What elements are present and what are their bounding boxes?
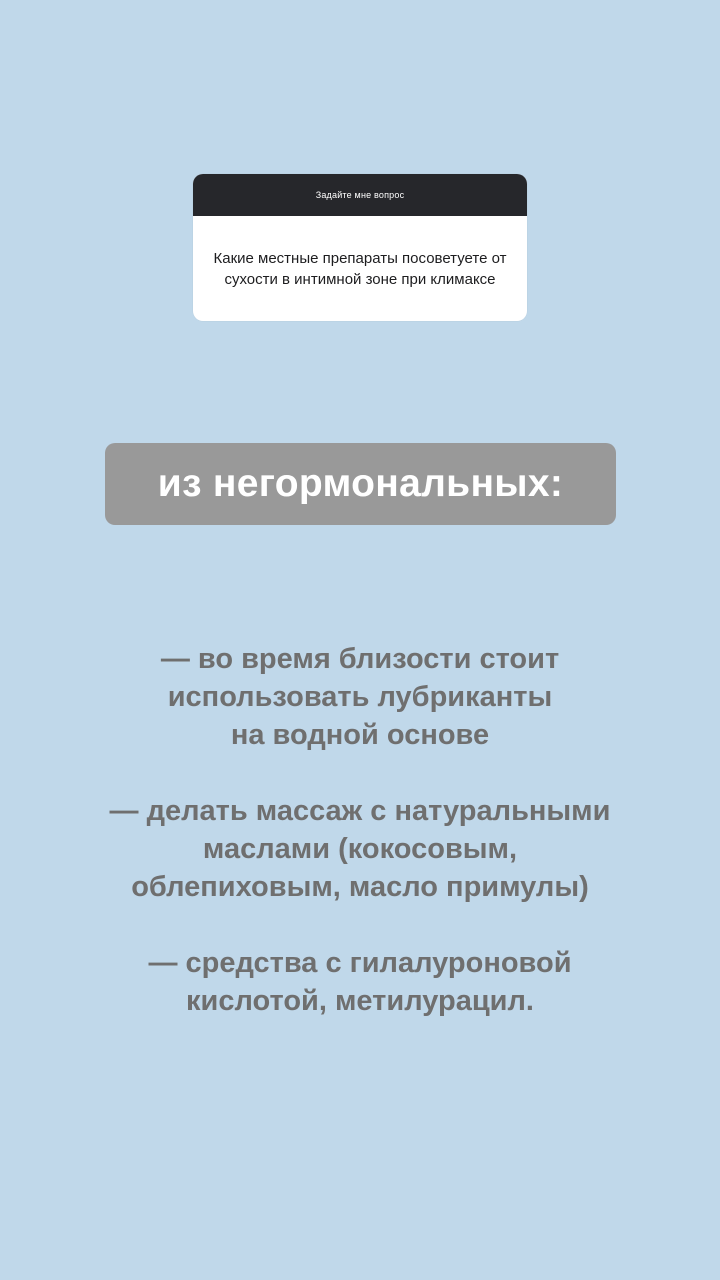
recommendation-item: — во время близости стоит использовать лубриканты на водной основе <box>160 643 560 751</box>
heading-text: из негормональных: <box>157 462 564 505</box>
question-text: Какие местные препараты посоветуете от сухости в интимной зоне при климаксе <box>213 249 507 288</box>
heading-highlight <box>105 443 616 525</box>
question-sticker-header: Задайте мне вопрос <box>193 174 527 216</box>
recommendation-item: — средства с гилалуроновой кислотой, метилурацил. <box>148 947 572 1017</box>
question-sticker-body <box>193 216 527 321</box>
recommendation-list <box>60 640 660 1020</box>
recommendation-item: — делать массаж с натуральными маслами (кокосовым, облепиховым, масло примулы) <box>109 795 611 903</box>
question-sticker <box>193 174 527 321</box>
